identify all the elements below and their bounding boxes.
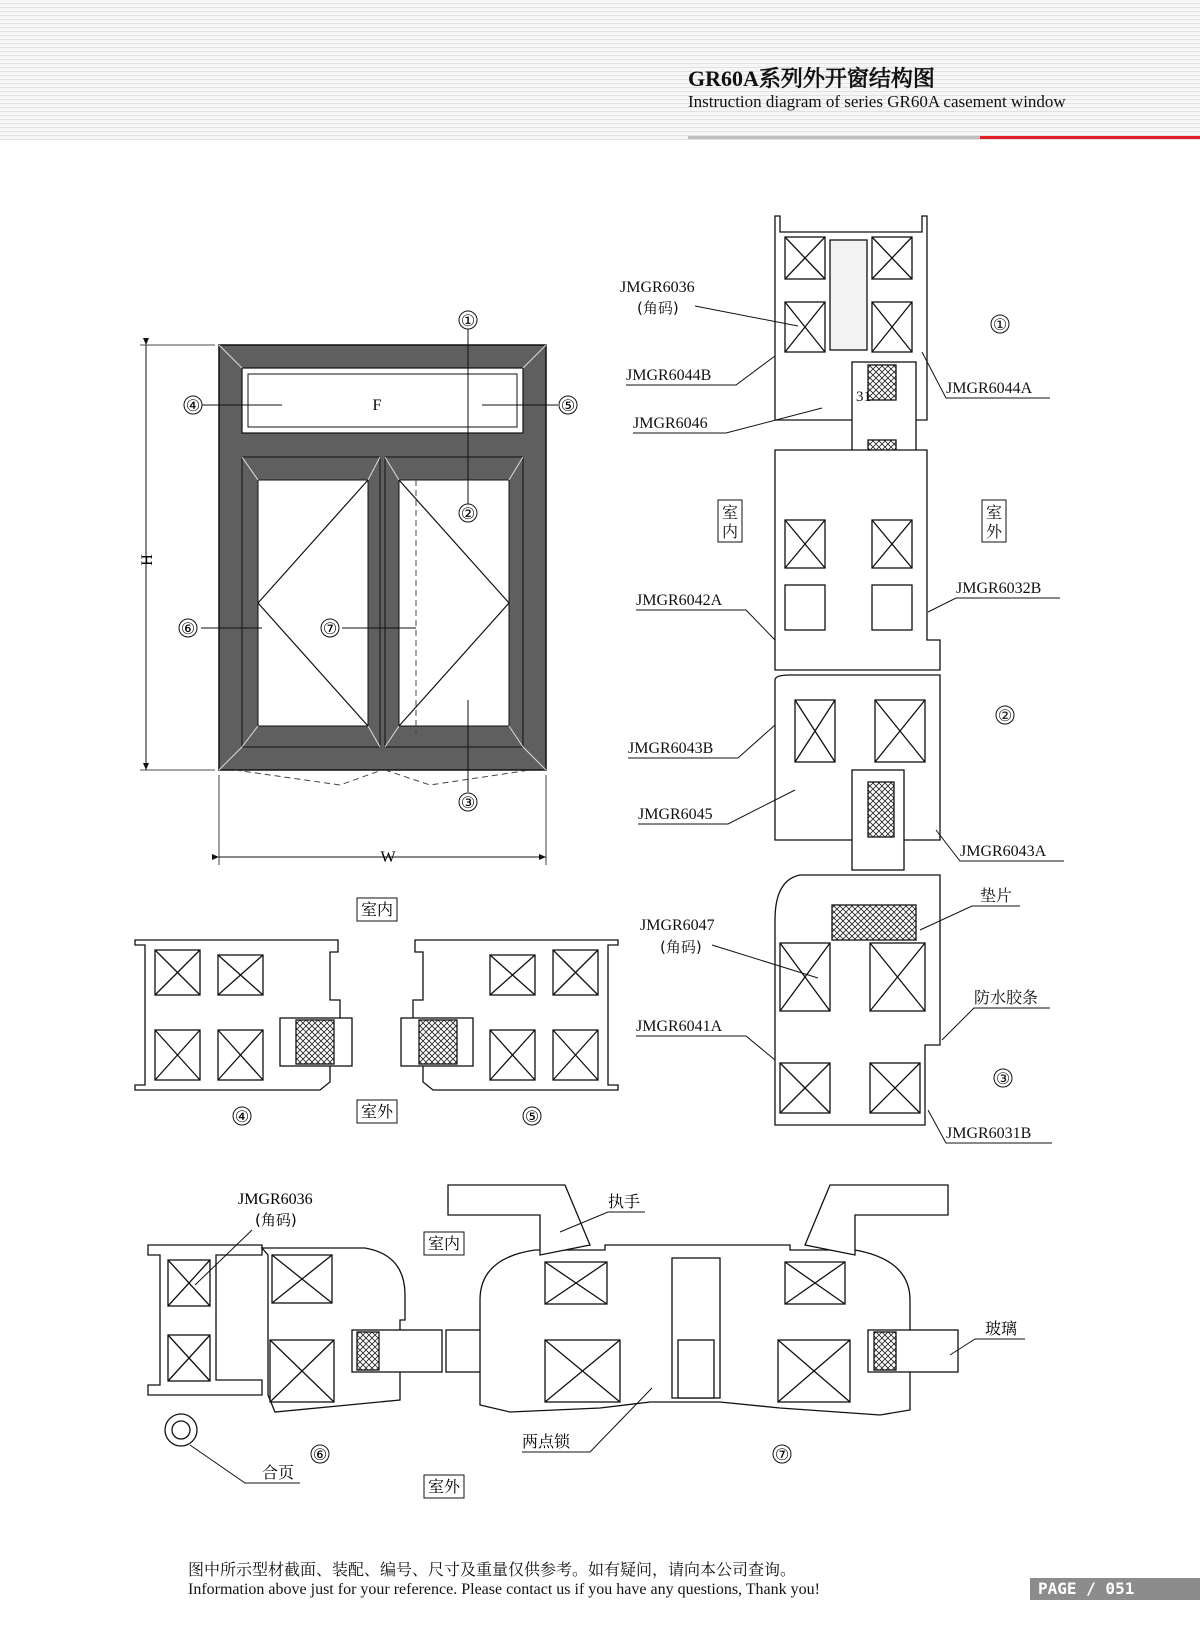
outdoor-tag-line2: 外 — [985, 522, 1003, 541]
marker-6: ⑥ — [180, 621, 196, 638]
fixed-pane-label: F — [372, 397, 382, 414]
label-6031b: JMGR6031B — [946, 1125, 1032, 1142]
window-elevation — [139, 311, 577, 866]
leader-glass — [950, 1339, 1025, 1355]
label-corner-top: (角码) — [637, 299, 679, 317]
s7-handle-right — [805, 1185, 948, 1255]
label-6047: JMGR6047 — [640, 917, 715, 934]
vs-marker-3: ③ — [995, 1071, 1011, 1088]
vs-chamber-8 — [872, 585, 912, 630]
width-label: W — [380, 849, 396, 866]
s6-marker: ⑥ — [312, 1447, 328, 1464]
indoor-tag-line1: 室 — [721, 503, 739, 522]
indoor-tag-line2: 内 — [721, 522, 739, 541]
label-seal: 防水胶条 — [974, 988, 1039, 1007]
section-4 — [135, 940, 352, 1090]
marker-2: ② — [460, 506, 476, 523]
s4-spacer — [296, 1020, 334, 1064]
vs-spacer-lower — [868, 782, 894, 837]
s6-hinge-pin — [172, 1421, 190, 1439]
s7-spacer-right — [874, 1332, 896, 1370]
glass-dimension: 31 — [856, 389, 871, 405]
label-handle: 执手 — [608, 1192, 641, 1211]
vertical-section — [775, 216, 940, 1125]
outdoor-tag-line1: 室 — [985, 503, 1003, 522]
leader-6042a — [636, 610, 775, 640]
label-6041a: JMGR6041A — [636, 1018, 723, 1035]
label-hinge: 合页 — [262, 1463, 295, 1482]
footer-disclaimer-cn: 图中所示型材截面、装配、编号、尺寸及重量仅供参考。如有疑问，请向本公司查询。 — [188, 1560, 797, 1579]
s7-mullion-chamber — [678, 1340, 714, 1398]
s5-spacer — [419, 1020, 457, 1064]
vs-spacer-top — [868, 365, 896, 400]
left-sash-glass — [258, 480, 368, 726]
s5-marker: ⑤ — [524, 1109, 540, 1126]
section-6 — [148, 1245, 442, 1446]
footer-disclaimer-en: Information above just for your reference. Please contact us if you have any questions, Thank you! — [188, 1581, 820, 1598]
label-6043a: JMGR6043A — [960, 843, 1047, 860]
vs-marker-1: ① — [992, 317, 1008, 334]
section-7 — [446, 1185, 958, 1415]
label-6032b: JMGR6032B — [956, 580, 1042, 597]
label-6042a: JMGR6042A — [636, 592, 723, 609]
marker-7: ⑦ — [322, 621, 338, 638]
page-subtitle: Instruction diagram of series GR60A casement window — [688, 92, 1066, 111]
label-shim: 垫片 — [980, 886, 1013, 905]
label-glass: 玻璃 — [985, 1319, 1018, 1338]
leader-6041a — [636, 1036, 775, 1060]
vs-chamber-7 — [785, 585, 825, 630]
marker-5: ⑤ — [560, 398, 576, 415]
s7-marker: ⑦ — [774, 1447, 790, 1464]
leader-seal — [942, 1008, 1050, 1040]
label-lock: 两点锁 — [522, 1432, 571, 1451]
indoor-tag-mid: 室内 — [360, 900, 394, 919]
vs-thermal-break — [830, 240, 867, 350]
label-6043b: JMGR6043B — [628, 740, 714, 757]
marker-3: ③ — [460, 795, 476, 812]
label-6046: JMGR6046 — [633, 415, 708, 432]
fixed-pane-glass — [248, 374, 517, 427]
vs-spacer-sill — [832, 905, 916, 940]
height-label: H — [139, 554, 156, 566]
label-6036-bottom: JMGR6036 — [238, 1191, 313, 1208]
label-6044b: JMGR6044B — [626, 367, 712, 384]
leader-6032b — [928, 598, 1060, 612]
marker-4: ④ — [185, 398, 201, 415]
outdoor-tag-mid: 室外 — [360, 1102, 394, 1121]
page-title: GR60A系列外开窗结构图 — [688, 66, 935, 91]
section-5 — [401, 940, 618, 1090]
s4-marker: ④ — [234, 1109, 250, 1126]
s7-handle-left — [448, 1185, 590, 1255]
outdoor-tag-bottom: 室外 — [427, 1477, 461, 1496]
s6-spacer — [357, 1332, 379, 1370]
label-corner-bottom: (角码) — [255, 1211, 297, 1229]
indoor-tag-bottom: 室内 — [427, 1234, 461, 1253]
marker-1: ① — [460, 313, 476, 330]
label-6044a: JMGR6044A — [946, 380, 1033, 397]
page-number-badge: PAGE / 051 — [1030, 1578, 1200, 1600]
label-6036-top: JMGR6036 — [620, 279, 695, 296]
label-6045: JMGR6045 — [638, 806, 713, 823]
label-corner-mid: (角码) — [660, 938, 702, 956]
vs-marker-2: ② — [997, 708, 1013, 725]
